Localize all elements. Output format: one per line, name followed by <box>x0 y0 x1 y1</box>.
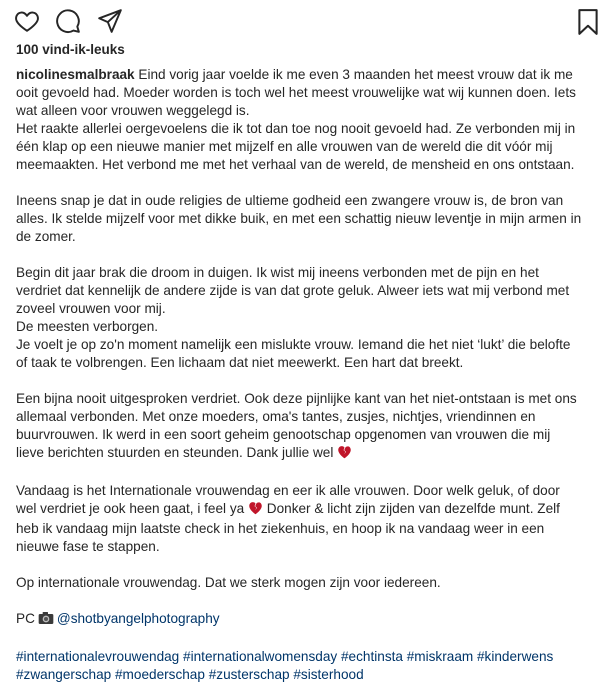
photographer-mention-link[interactable]: @shotbyangelphotography <box>56 611 220 626</box>
caption-text: De meesten verborgen. <box>16 319 159 334</box>
hashtag-link[interactable]: #sisterhood <box>293 667 364 682</box>
caption-text: nieuwe fase te stappen. <box>16 539 160 554</box>
heart-outline-icon[interactable] <box>14 8 40 34</box>
caption-text: Ineens snap je dat in oude religies de ultieme godheid een zwangere vrouw is, de bron van <box>16 193 564 208</box>
caption-text: heb ik vandaag mijn laatste check in het ziekenhuis, en hoop ik na vandaag weer in een <box>16 521 545 536</box>
caption-paragraph-5 <box>16 482 602 556</box>
caption-text: Op internationale vrouwendag. Dat we sterk mogen zijn voor iedereen. <box>16 575 441 590</box>
caption-text: ooit gevoeld had. Moeder worden is toch wel het meest vrouwelijke wat wij kunnen doen. Iets <box>16 85 576 100</box>
username-link[interactable]: nicolinesmalbraak <box>16 67 135 82</box>
broken-heart-emoji <box>248 501 263 520</box>
hashtag-link[interactable]: #internationalevrouwendag <box>16 649 180 664</box>
caption-paragraph-4 <box>16 390 602 464</box>
broken-heart-emoji <box>337 445 352 464</box>
like-count[interactable]: 100 vind-ik-leuks <box>16 42 125 57</box>
caption-text: Je voelt je op zo'n moment namelijk een mislukte vrouw. Iemand die het niet ‘lukt’ die belofte <box>16 337 571 352</box>
hashtag-link[interactable]: #internationalwomensday <box>183 649 338 664</box>
caption-text: de zomer. <box>16 229 76 244</box>
caption-paragraph-6 <box>16 574 602 592</box>
caption-text: allemaal verbonden. Met onze moeders, oma's tantes, zusjes, nichtjes, vriendinnen en <box>16 409 536 424</box>
paper-plane-icon[interactable] <box>97 8 123 34</box>
photo-credit-label: PC <box>16 611 35 626</box>
caption-paragraph-2 <box>16 192 602 246</box>
bookmark-icon[interactable] <box>576 8 602 34</box>
post-caption <box>16 66 602 684</box>
caption-text: buurvrouwen. Ik werd in een soort geheim genootschap opgenomen van vrouwen die mij <box>16 427 551 442</box>
caption-paragraph-3 <box>16 264 602 372</box>
hashtag-link[interactable]: #zusterschap <box>208 667 290 682</box>
hashtag-link[interactable]: #miskraam <box>406 649 474 664</box>
caption-text: alles. Ik stelde mijzelf voor met dikke buik, en met een schattig nieuw leventje in mijn armen in <box>16 211 582 226</box>
hashtag-link[interactable]: #moederschap <box>115 667 205 682</box>
caption-text: Eind vorig jaar voelde ik me even 3 maanden het meest vrouw dat ik me <box>134 67 573 82</box>
caption-text: wel verdriet je ook heen gaat, i feel ya <box>16 501 248 516</box>
caption-text: Begin dit jaar brak die droom in duigen. Ik wist mij ineens verbonden met de pijn en het <box>16 265 539 280</box>
hashtag-link[interactable]: #echtinsta <box>340 649 403 664</box>
caption-text: wat alleen voor vrouwen weggelegd is. <box>16 103 250 118</box>
caption-paragraph-1 <box>16 66 602 174</box>
photo-credit <box>16 610 602 630</box>
camera-emoji <box>38 611 54 630</box>
comment-bubble-icon[interactable] <box>55 8 81 34</box>
post-action-bar <box>0 0 612 40</box>
caption-text: zoveel vrouwen voor mij. <box>16 301 166 316</box>
caption-text: Het raakte allerlei oergevoelens die ik tot dan toe nog nooit gevoeld had. Ze verbonden mij in <box>16 121 576 136</box>
caption-text: lieve berichten stuurden en steunden. Dank jullie wel <box>16 445 338 460</box>
caption-text: één klap op een nieuwe manier met mijzelf en alle vrouwen van de wereld die dit vóór mij <box>16 139 553 154</box>
hashtag-link[interactable]: #kinderwens <box>476 649 554 664</box>
caption-text: of taak te volbrengen. Een lichaam dat niet meewerkt. Een hart dat breekt. <box>16 355 464 370</box>
caption-text: Donker & licht zijn zijden van dezelfde munt. Zelf <box>262 501 560 516</box>
caption-text: meemaakten. Het verbond me met het verhaal van de wereld, de mensheid en ons ontstaan. <box>16 157 575 172</box>
caption-text: Een bijna nooit uitgesproken verdriet. Ook deze pijnlijke kant van het niet-ontstaan is met ons <box>16 391 577 406</box>
caption-text: Vandaag is het Internationale vrouwendag en eer ik alle vrouwen. Door welk geluk, of door <box>16 483 560 498</box>
hashtag-link[interactable]: #zwangerschap <box>16 667 112 682</box>
hashtags <box>16 648 602 684</box>
caption-text: verdriet dat kennelijk de andere zijde is van dat grote geluk. Alweer iets wat mij verbond met <box>16 283 570 298</box>
